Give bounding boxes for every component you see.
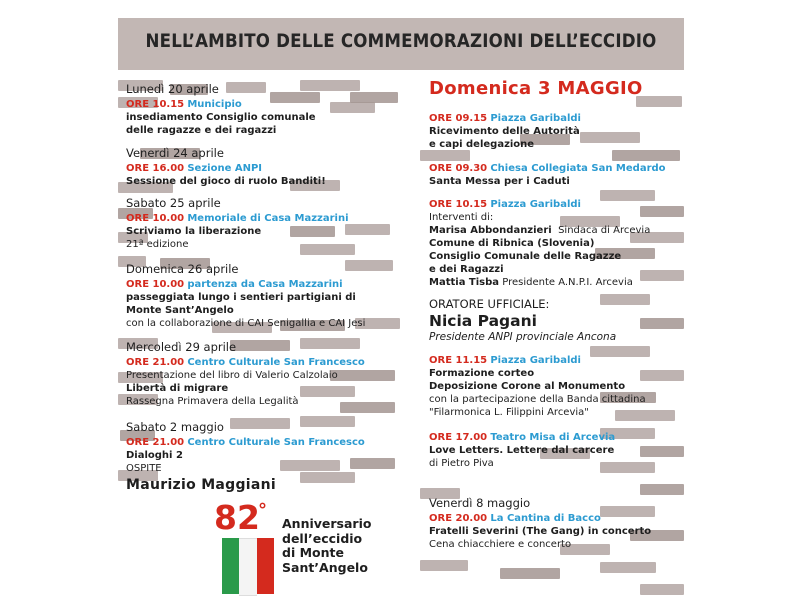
event-time: ORE 20.00 — [429, 513, 488, 524]
event-line: insediamento Consiglio comunale — [126, 112, 316, 123]
event-line: Ricevimento delle Autorità — [429, 126, 580, 137]
speaker-name: Comune di Ribnica (Slovenia) — [429, 238, 595, 249]
event-line: passeggiata lungo i sentieri partigiani di — [126, 292, 356, 303]
event-0930 — [429, 162, 666, 188]
event-lunedi — [126, 82, 316, 137]
event-1700 — [429, 431, 615, 470]
event-date: Sabato 25 aprile — [126, 196, 221, 210]
event-sabato-25 — [126, 196, 349, 251]
event-line: Rassegna Primavera della Legalità — [126, 396, 299, 407]
anniversary-number: 82 — [214, 498, 260, 537]
banner-title: NELL’AMBITO DELLE COMMEMORAZIONI DELL’ECCIDIO — [145, 31, 657, 52]
event-time: ORE 21.00 — [126, 357, 185, 368]
orator-name: Nicia Pagani — [429, 312, 537, 330]
speaker-name: e dei Ragazzi — [429, 264, 504, 275]
event-line: Libertà di migrare — [126, 383, 229, 394]
event-line: Dialoghi 2 — [126, 450, 183, 461]
event-time: ORE 10.15 — [126, 99, 185, 110]
event-date: Lunedì 20 aprile — [126, 82, 219, 96]
event-line: Cena chiacchiere e concerto — [429, 539, 572, 550]
event-place: Centro Culturale San Francesco — [187, 437, 365, 448]
event-line: Santa Messa per i Caduti — [429, 176, 570, 187]
event-time: ORE 10.00 — [126, 279, 185, 290]
event-line: Interventi di: — [429, 212, 494, 223]
orator-label: ORATORE UFFICIALE: — [429, 297, 550, 311]
event-date: Mercoledì 29 aprile — [126, 340, 237, 354]
event-0915 — [429, 112, 581, 151]
speaker-role: Sindaca di Arcevia — [558, 225, 651, 236]
event-mercoledi — [126, 340, 365, 408]
event-place: Sezione ANPI — [187, 163, 262, 174]
event-time: ORE 17.00 — [429, 432, 488, 443]
event-time: ORE 21.00 — [126, 437, 185, 448]
event-date: Sabato 2 maggio — [126, 420, 224, 434]
event-place: Municipio — [187, 99, 242, 110]
speaker-role: Presidente A.N.P.I. Arcevia — [502, 277, 633, 288]
event-line: Scriviamo la liberazione — [126, 226, 262, 237]
event-line: delle ragazze e dei ragazzi — [126, 125, 277, 136]
speaker-name: Marisa Abbondanzieri — [429, 225, 552, 236]
event-line: "Filarmonica L. Filippini Arcevia" — [429, 407, 589, 418]
event-line: Deposizione Corone al Monumento — [429, 381, 626, 392]
event-line: con la collaborazione di CAI Senigallia e CAI Jesi — [126, 318, 366, 329]
event-venerdi — [126, 146, 326, 188]
orator-title: Presidente ANPI provinciale Ancona — [429, 331, 617, 343]
italian-flag-icon — [222, 538, 274, 594]
event-line: Monte Sant’Angelo — [126, 305, 234, 316]
event-place: partenza da Casa Mazzarini — [187, 279, 343, 290]
event-line: 21ª edizione — [126, 239, 189, 250]
event-time: ORE 09.15 — [429, 113, 488, 124]
event-date: Venerdì 24 aprile — [126, 146, 224, 160]
event-place: Centro Culturale San Francesco — [187, 357, 365, 368]
event-line: e capi delegazione — [429, 139, 535, 150]
event-line: Presentazione del libro di Valerio Calzolaio — [126, 370, 338, 381]
event-time: ORE 10.00 — [126, 213, 185, 224]
event-place: Teatro Misa di Arcevia — [490, 432, 616, 443]
event-place: Memoriale di Casa Mazzarini — [187, 213, 349, 224]
event-time: ORE 10.15 — [429, 199, 488, 210]
event-line: con la partecipazione della Banda cittadina — [429, 394, 646, 405]
event-line: Fratelli Severini (The Gang) in concerto — [429, 526, 652, 537]
event-line: Love Letters. Lettere dal carcere — [429, 445, 615, 456]
event-sabato-2 — [126, 420, 365, 492]
event-place: Chiesa Collegiata San Medardo — [490, 163, 666, 174]
event-date: Venerdì 8 maggio — [429, 496, 531, 510]
event-line: di Pietro Piva — [429, 458, 494, 469]
event-place: Piazza Garibaldi — [490, 113, 581, 124]
speaker-name: Consiglio Comunale delle Ragazze — [429, 251, 622, 262]
main-day-title: Domenica 3 MAGGIO — [429, 78, 643, 99]
event-time: ORE 09.30 — [429, 163, 488, 174]
event-place: Piazza Garibaldi — [490, 199, 581, 210]
event-time: ORE 16.00 — [126, 163, 185, 174]
event-1015 — [429, 198, 650, 289]
event-line: Sessione del gioco di ruolo Banditi! — [126, 176, 326, 187]
event-place: La Cantina di Bacco — [490, 513, 601, 524]
event-place: Piazza Garibaldi — [490, 355, 581, 366]
event-date: Domenica 26 aprile — [126, 262, 239, 276]
event-venerdi-8 — [429, 496, 651, 551]
event-1115 — [429, 354, 646, 419]
event-domenica-26 — [126, 262, 365, 330]
event-line: OSPITE — [126, 463, 162, 474]
speaker-name: Mattia Tisba — [429, 277, 500, 288]
anniversary-text: Anniversario dell’eccidio di Monte Sant’Angelo — [282, 516, 372, 575]
anniversary-degree: ° — [258, 500, 267, 521]
guest-name: Maurizio Maggiani — [126, 477, 277, 493]
event-line: Formazione corteo — [429, 368, 535, 379]
event-time: ORE 11.15 — [429, 355, 488, 366]
